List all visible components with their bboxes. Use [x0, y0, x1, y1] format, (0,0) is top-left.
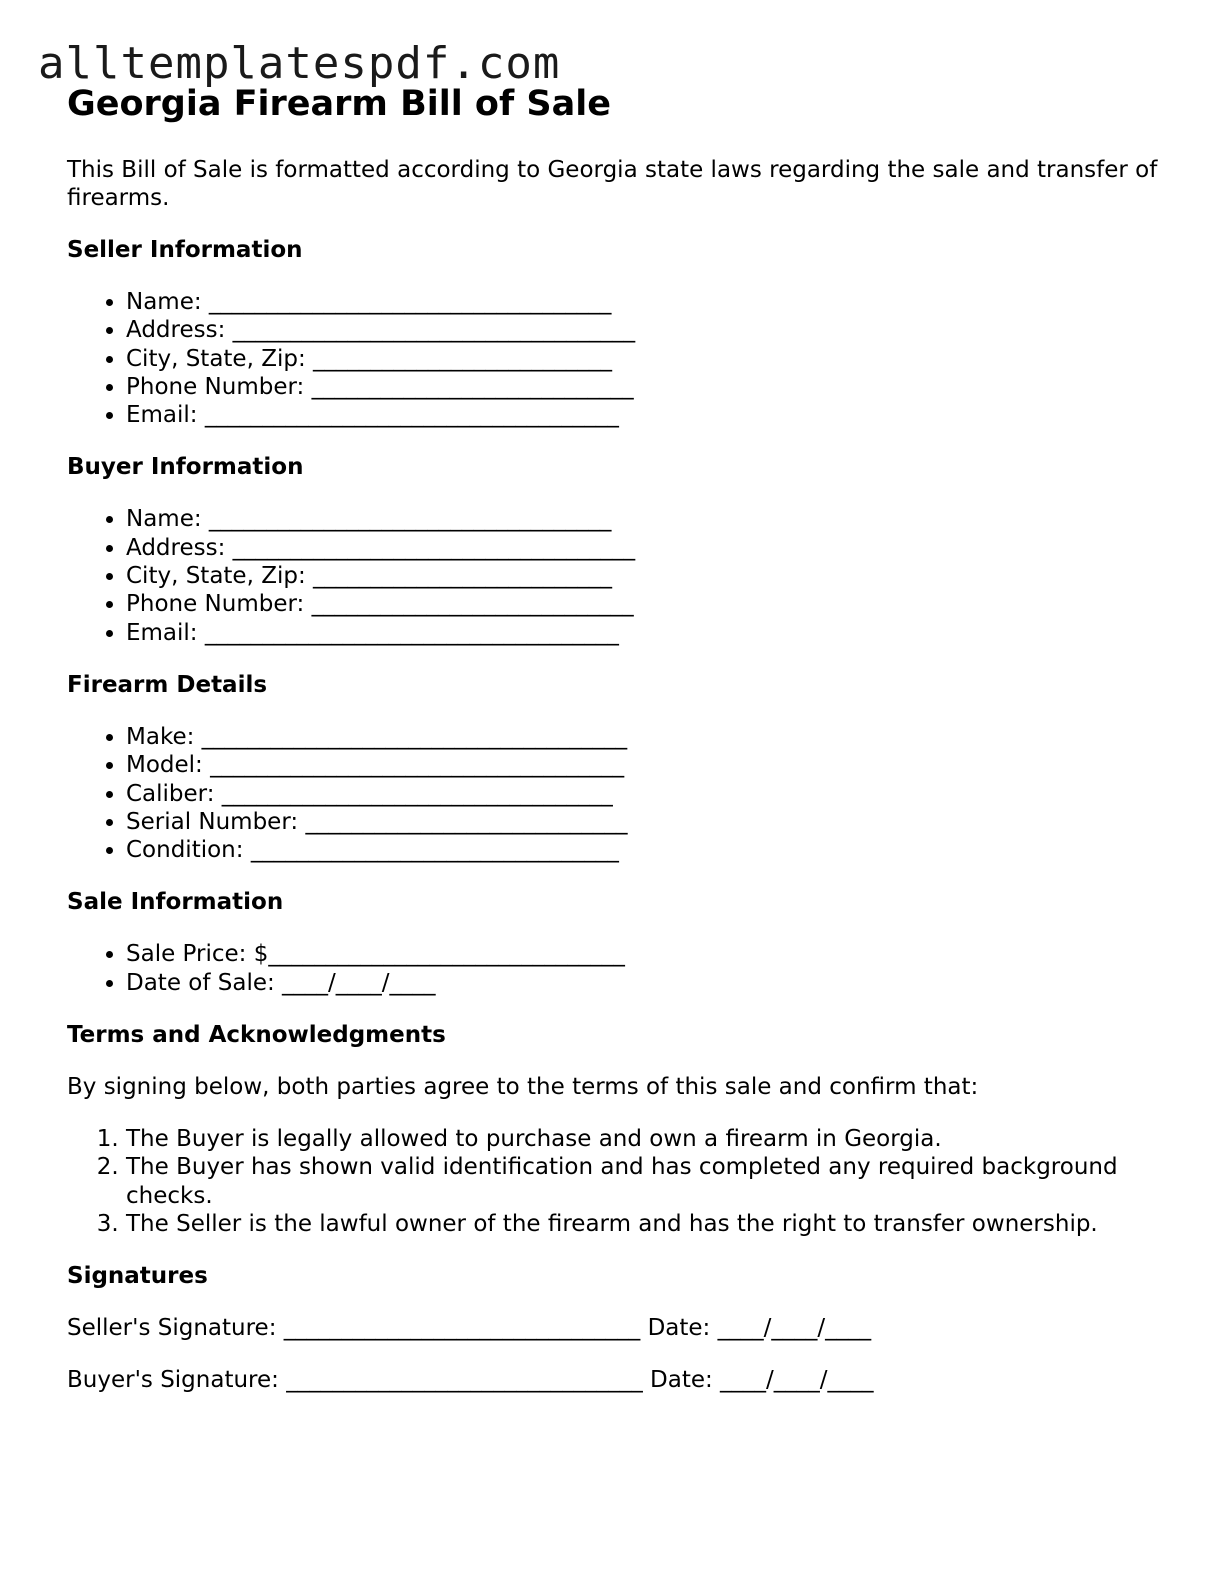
- firearm-condition-field: • Condition: ________________________________: [126, 836, 1177, 864]
- sale-date-field: • Date of Sale: ____/____/____: [126, 969, 1177, 997]
- sale-price-field: • Sale Price: $_______________________________: [126, 940, 1177, 968]
- seller-address-field: • Address: ___________________________________: [126, 316, 1177, 344]
- firearm-serial-field: • Serial Number: ____________________________: [126, 808, 1177, 836]
- sale-fields: [67, 940, 1177, 997]
- seller-city-state-zip-field: • City, State, Zip: __________________________: [126, 345, 1177, 373]
- seller-signature-line: Seller's Signature: _______________________________ Date: ____/____/____: [67, 1315, 872, 1342]
- terms-heading: Terms and Acknowledgments: [67, 1022, 446, 1049]
- firearm-caliber-field: • Caliber: __________________________________: [126, 780, 1177, 808]
- term-item-2: 2. The Buyer has shown valid identification and has completed any required background checks.: [126, 1153, 1177, 1210]
- buyer-name-field: • Name: ___________________________________: [126, 505, 1177, 533]
- document-title: Georgia Firearm Bill of Sale: [67, 84, 611, 124]
- buyer-phone-field: • Phone Number: ____________________________: [126, 590, 1177, 618]
- site-watermark: alltemplatespdf.com: [38, 38, 561, 89]
- buyer-signature-line: Buyer's Signature: _______________________________ Date: ____/____/____: [67, 1367, 874, 1394]
- seller-email-field: • Email: ____________________________________: [126, 401, 1177, 429]
- firearm-heading: Firearm Details: [67, 671, 268, 698]
- term-item-3: 3. The Seller is the lawful owner of the firearm and has the right to transfer ownership.: [126, 1210, 1177, 1238]
- firearm-model-field: • Model: ____________________________________: [126, 751, 1177, 779]
- signatures-heading: Signatures: [67, 1263, 208, 1290]
- intro-paragraph: This Bill of Sale is formatted according to Georgia state laws regarding the sale and transfer of firearms.: [67, 157, 1158, 211]
- buyer-email-field: • Email: ____________________________________: [126, 619, 1177, 647]
- terms-list: [67, 1125, 1177, 1238]
- sale-heading: Sale Information: [67, 889, 284, 916]
- buyer-city-state-zip-field: • City, State, Zip: __________________________: [126, 562, 1177, 590]
- seller-name-field: • Name: ___________________________________: [126, 288, 1177, 316]
- buyer-heading: Buyer Information: [67, 454, 304, 481]
- buyer-address-field: • Address: ___________________________________: [126, 534, 1177, 562]
- firearm-make-field: • Make: _____________________________________: [126, 723, 1177, 751]
- seller-heading: Seller Information: [67, 237, 303, 263]
- buyer-fields: [67, 505, 1177, 646]
- document-page: [67, 82, 1177, 1394]
- seller-fields: [67, 288, 1177, 429]
- term-item-1: 1. The Buyer is legally allowed to purchase and own a firearm in Georgia.: [126, 1125, 1177, 1153]
- seller-phone-field: • Phone Number: ____________________________: [126, 373, 1177, 401]
- terms-lead: By signing below, both parties agree to the terms of this sale and confirm that:: [67, 1074, 979, 1101]
- firearm-fields: [67, 723, 1177, 864]
